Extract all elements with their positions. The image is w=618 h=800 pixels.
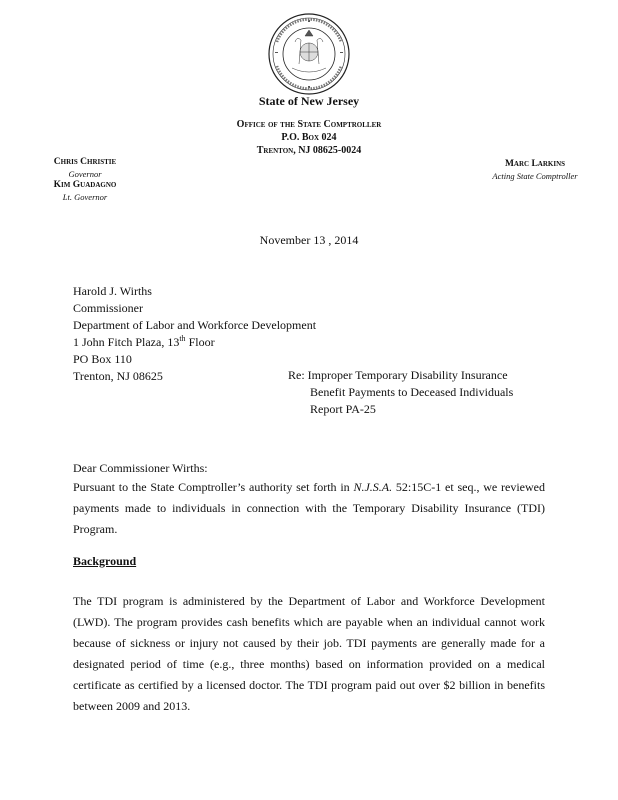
comptroller-name: Marc Larkins <box>504 159 566 169</box>
intro-text-end: 52:15C-1 et seq., we reviewed payments made to individuals in connection with the Temporary Disability Insurance (TDI) Program. <box>73 480 545 536</box>
office-city: Trenton, NJ 08625-0024 <box>256 145 362 156</box>
governor-block <box>20 157 150 203</box>
governor-title: Governor <box>68 168 102 179</box>
salutation: Dear Commissioner Wirths: <box>73 461 208 475</box>
background-heading: Background <box>73 554 137 568</box>
recipient-street <box>73 334 473 351</box>
recipient-city: Trenton, NJ 08625 <box>73 369 163 383</box>
recipient-department: Department of Labor and Workforce Development <box>73 318 317 332</box>
state-title: State of New Jersey <box>258 94 360 108</box>
street-text: 1 John Fitch Plaza, 13 <box>73 335 180 349</box>
governor-name: Chris Christie <box>53 157 117 167</box>
comptroller-title: Acting State Comptroller <box>492 170 578 181</box>
state-seal-icon <box>257 12 361 96</box>
lt-governor-name: Kim Guadagno <box>53 180 117 190</box>
lt-governor-title: Lt. Governor <box>62 191 108 202</box>
background-paragraph: The TDI program is administered by the Department of Labor and Workforce Development (LWD). The program provides cash benefits which are payable when an individual cannot work because of sickness or injury not caused by their job. TDI payments are generally made for a designated period of time (e.g., three months) based on information provided on a medical certificate as certified by a licensed doctor. The TDI program paid out over $2 billion in benefits between 2009 and 2013. <box>73 594 545 713</box>
intro-paragraph <box>73 477 545 540</box>
intro-text-start: Pursuant to the State Comptroller’s authority set forth in <box>73 480 354 494</box>
street-ordinal: th <box>179 334 186 343</box>
recipient-po-box: PO Box 110 <box>73 352 132 366</box>
office-name: Office of the State Comptroller <box>236 119 382 130</box>
comptroller-block <box>460 159 610 182</box>
subject-line-3: Report PA-25 <box>310 402 376 416</box>
subject-line <box>288 367 608 418</box>
subject-line-1: Re: Improper Temporary Disability Insurance <box>288 368 508 382</box>
street-floor: Floor <box>185 335 215 349</box>
letter-date: November 13 , 2014 <box>259 233 359 247</box>
recipient-name: Harold J. Wirths <box>73 284 152 298</box>
subject-line-2: Benefit Payments to Deceased Individuals <box>310 385 514 399</box>
statute-citation: N.J.S.A. <box>353 480 393 494</box>
recipient-title: Commissioner <box>73 301 144 315</box>
office-po-box: P.O. Box 024 <box>281 132 337 143</box>
office-header <box>0 118 618 157</box>
